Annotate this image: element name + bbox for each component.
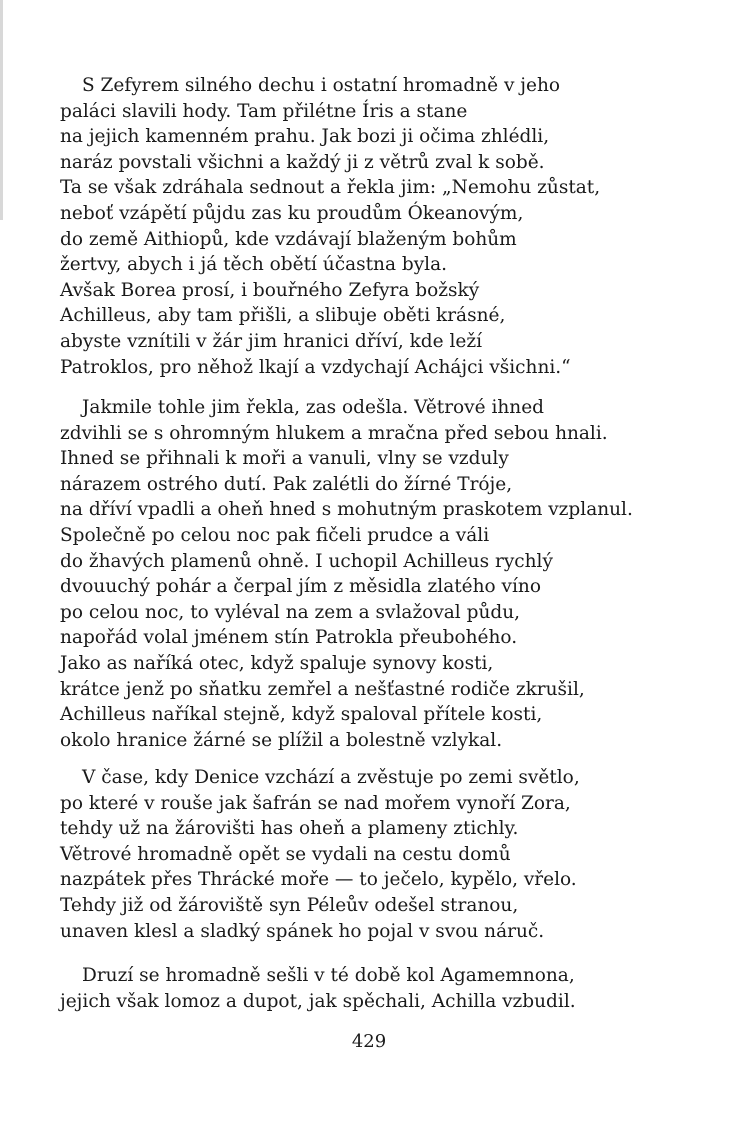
text-line: Tehdy již od žároviště syn Péleův odešel stranou, bbox=[60, 894, 519, 916]
text-line: krátce jenž po sňatku zemřel a nešťastné rodiče zkrušil, bbox=[60, 678, 585, 700]
text-line: Ta se však zdráhala sednout a řekla jim: „Nemohu zůstat, bbox=[60, 177, 601, 199]
text-line: Společně po celou noc pak fičeli prudce a váli bbox=[60, 524, 490, 546]
text-line: V čase, kdy Denice vzchází a zvěstuje po zemi světlo, bbox=[82, 767, 580, 788]
stanza-2 bbox=[60, 395, 633, 753]
text-line: Achilleus, aby tam přišli, a slibuje oběti krásné, bbox=[60, 305, 506, 327]
page-number: 429 bbox=[351, 1031, 387, 1052]
stanza-4 bbox=[60, 963, 576, 1014]
text-line: Druzí se hromadně sešli v té době kol Agamemnona, bbox=[82, 965, 575, 986]
text-line: na jejich kamenném prahu. Jak bozi ji očima zhlédli, bbox=[60, 126, 550, 148]
text-line: paláci slavili hody. Tam přilétne Íris a stane bbox=[60, 100, 468, 122]
text-line: nazpátek přes Thrácké moře — to ječelo, kypělo, vřelo. bbox=[60, 869, 577, 891]
text-line: tehdy už na žárovišti has oheň a plameny ztichly. bbox=[60, 818, 519, 840]
text-line: S Zefyrem silného dechu i ostatní hromadně v jeho bbox=[82, 75, 561, 96]
text-line: unaven klesl a sladký spánek ho pojal v svou náruč. bbox=[60, 920, 545, 942]
text-line: Větrové hromadně opět se vydali na cestu domů bbox=[60, 843, 511, 865]
text-line: Jako as naříká otec, když spaluje synovy kosti, bbox=[60, 652, 494, 674]
text-line: Ihned se přihnali k moři a vanuli, vlny se vzduly bbox=[60, 448, 509, 470]
text-line: napořád volal jménem stín Patrokla přeubohého. bbox=[60, 627, 518, 649]
text-line: nárazem ostrého dutí. Pak zalétli do žírné Tróje, bbox=[60, 473, 513, 495]
text-line: žertvy, abych i já těch obětí účastna byla. bbox=[60, 254, 447, 276]
text-line: do žhavých plamenů ohně. I uchopil Achilleus rychlý bbox=[60, 550, 553, 572]
text-line: zdvihli se s ohromným hlukem a mračna před sebou hnali. bbox=[60, 422, 608, 444]
text-line: Patroklos, pro něhož lkají a vzdychají Achájci všichni.“ bbox=[60, 356, 571, 378]
text-line: na dříví vpadli a oheň hned s mohutným praskotem vzplanul. bbox=[60, 499, 633, 521]
stanza-3 bbox=[60, 765, 580, 944]
text-line: Achilleus naříkal stejně, když spaloval přítele kosti, bbox=[60, 704, 543, 726]
text-line: po které v rouše jak šafrán se nad mořem vynoří Zora, bbox=[60, 792, 571, 814]
text-line: po celou noc, to vyléval na zem a svlažoval půdu, bbox=[60, 601, 520, 623]
text-line: neboť vzápětí půjdu zas ku proudům Ókeanovým, bbox=[60, 202, 524, 224]
text-line: Jakmile tohle jim řekla, zas odešla. Větrové ihned bbox=[82, 397, 545, 418]
text-line: jejich však lomoz a dupot, jak spěchali, Achilla vzbudil. bbox=[60, 990, 576, 1012]
text-line: Avšak Borea prosí, i bouřného Zefyra božský bbox=[60, 279, 480, 301]
text-line: okolo hranice žárné se plížil a bolestně vzlykal. bbox=[60, 729, 503, 751]
text-line: do země Aithiopů, kde vzdávají blaženým bohům bbox=[60, 228, 517, 250]
text-line: abyste vznítili v žár jim hranici dříví, kde leží bbox=[60, 330, 483, 352]
scan-edge-shadow bbox=[0, 0, 3, 220]
text-line: naráz povstali všichni a každý ji z větrů zval k sobě. bbox=[60, 151, 545, 173]
text-line: dvouuchý pohár a čerpal jím z měsidla zlatého víno bbox=[60, 576, 541, 598]
stanza-1 bbox=[60, 73, 600, 380]
